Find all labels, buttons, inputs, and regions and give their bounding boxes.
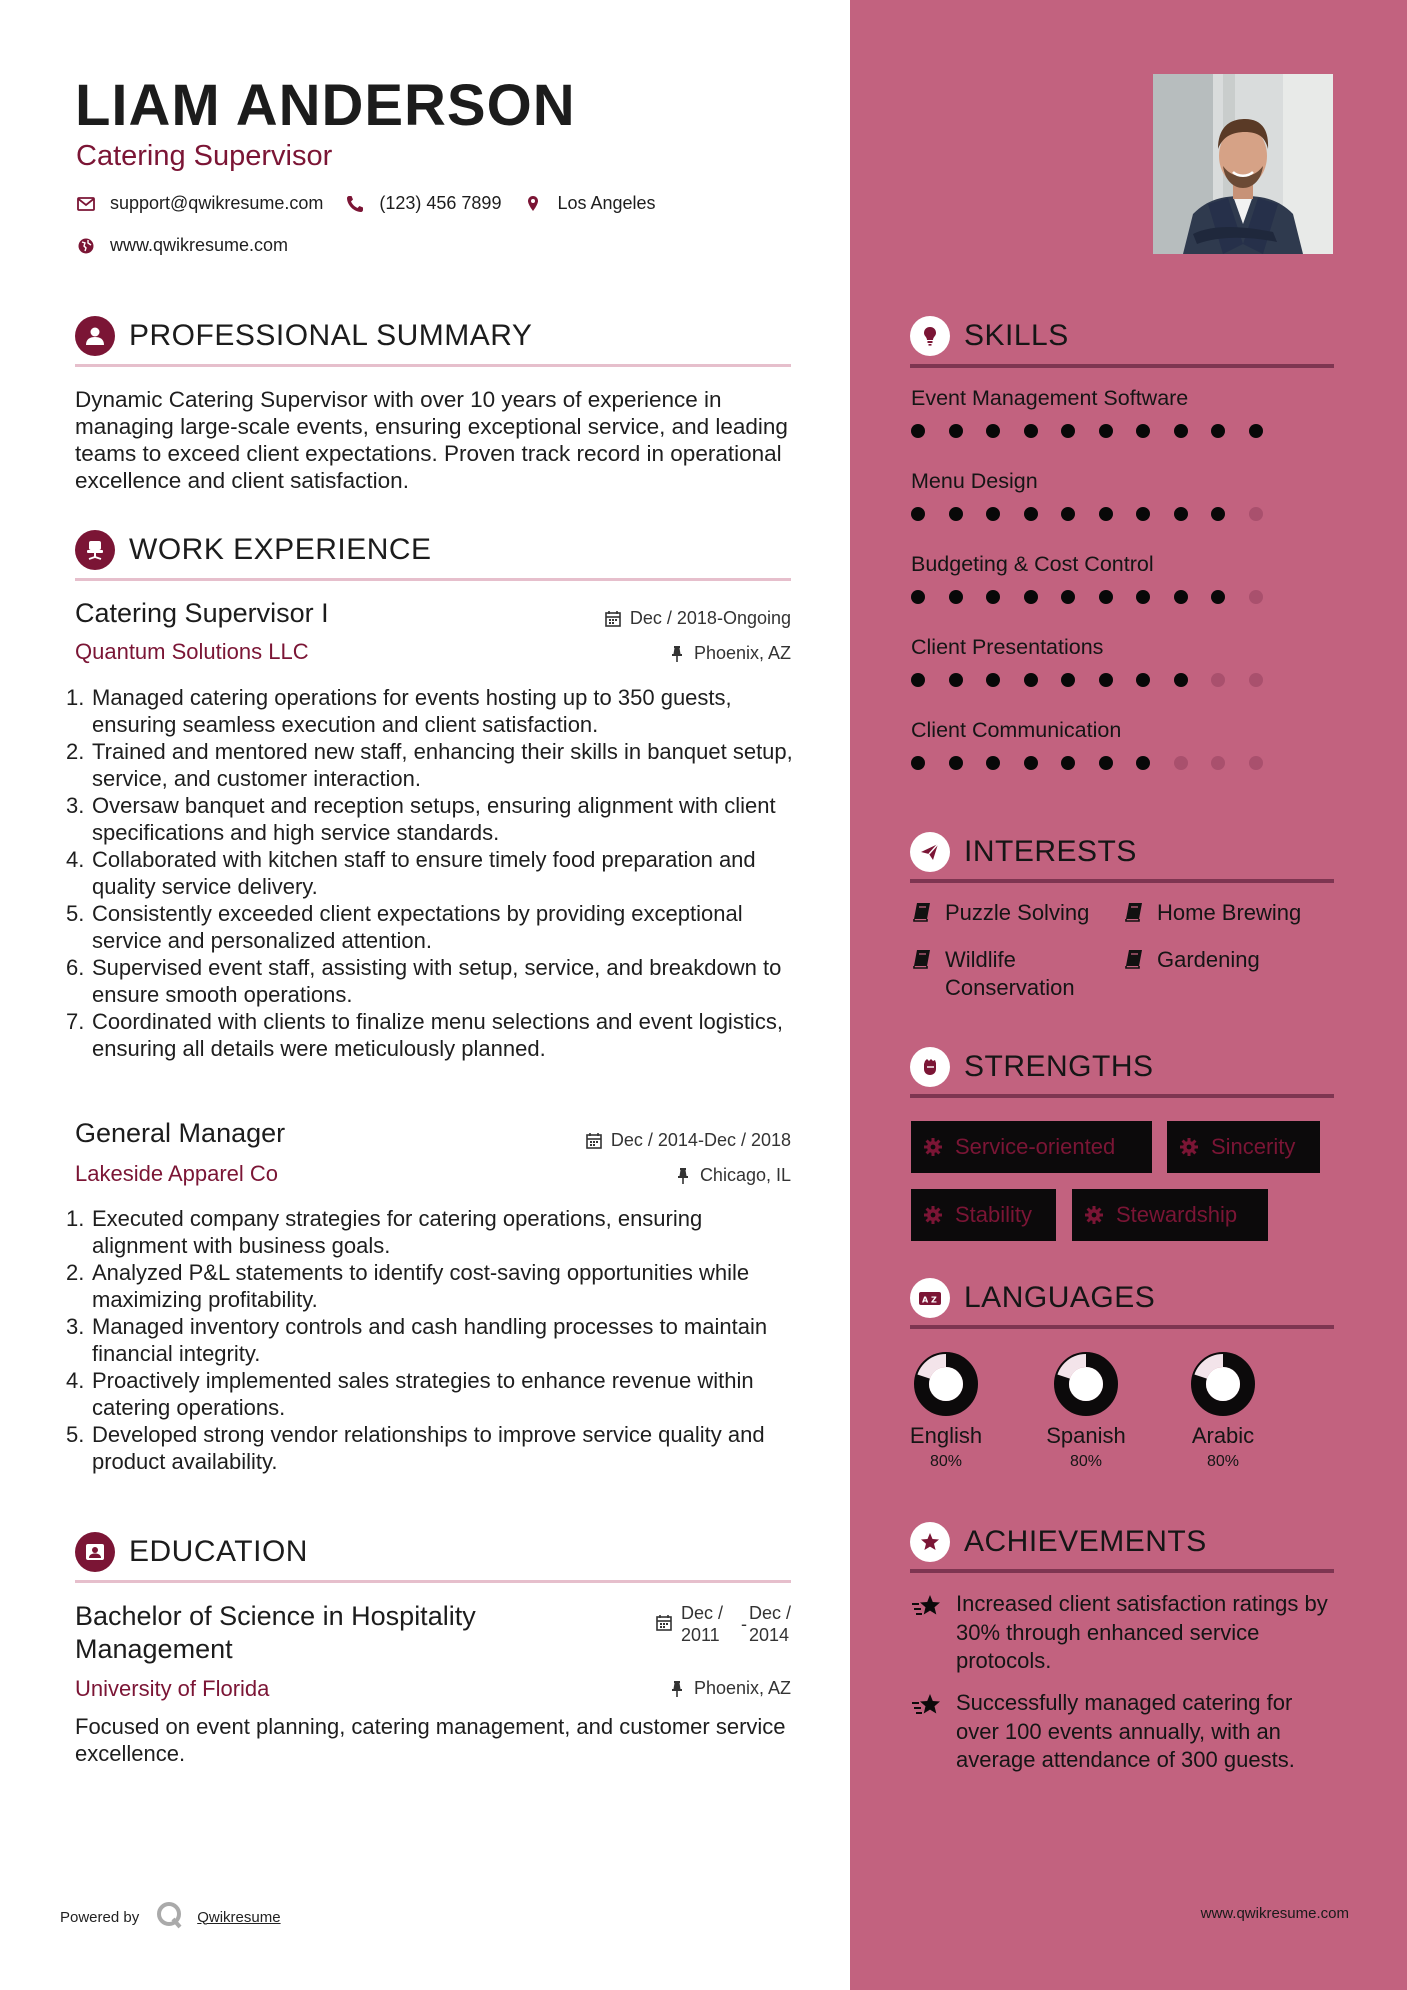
- calendar-icon: [585, 1132, 603, 1150]
- school-name: University of Florida: [75, 1676, 270, 1701]
- interest-label: Gardening: [1157, 947, 1260, 972]
- education-dates: [655, 1602, 791, 1646]
- company-name: Lakeside Apparel Co: [75, 1161, 279, 1186]
- rating-dot-filled: [1136, 590, 1150, 604]
- skill-rating: [911, 673, 1286, 687]
- interest-label: Puzzle Solving: [945, 900, 1090, 925]
- contact-row: [76, 193, 678, 214]
- section-divider: [910, 1094, 1334, 1098]
- phone-number: (123) 456 7899: [379, 193, 502, 213]
- rating-dot-filled: [986, 424, 1000, 438]
- fist-icon: [910, 1047, 950, 1087]
- rating-dot-filled: [1024, 424, 1038, 438]
- job-bullets: [66, 1205, 796, 1475]
- list-item: 4. Proactively implemented sales strategies to enhance revenue within catering operations.: [66, 1367, 796, 1421]
- job-dates: [604, 608, 791, 629]
- pushpin-icon: [668, 645, 686, 663]
- bullet-text: Trained and mentored new staff, enhancing their skills in banquet setup, service, and customer interaction.: [92, 739, 793, 791]
- calendar-icon: [604, 610, 622, 628]
- graduate-icon: [75, 1532, 115, 1572]
- skill-name: Client Communication: [911, 718, 1122, 742]
- book-icon: [1123, 948, 1145, 970]
- rating-dot-filled: [1136, 673, 1150, 687]
- bullet-text: Managed inventory controls and cash handling processes to maintain financial integrity.: [92, 1314, 768, 1366]
- section-divider: [910, 1325, 1334, 1329]
- list-item: 2. Trained and mentored new staff, enhancing their skills in banquet setup, service, and customer interaction.: [66, 738, 796, 792]
- qwikresume-logo-icon: [155, 1900, 185, 1934]
- section-header-languages: [910, 1278, 1155, 1318]
- strength-tag: [1072, 1189, 1268, 1241]
- interest-item: [1123, 946, 1323, 974]
- rating-dot-filled: [1099, 590, 1113, 604]
- rating-dot-filled: [949, 424, 963, 438]
- office-chair-icon: [75, 530, 115, 570]
- section-title: ACHIEVEMENTS: [964, 1525, 1207, 1558]
- rating-dot-filled: [949, 756, 963, 770]
- skill-rating: [911, 590, 1286, 604]
- book-icon: [911, 948, 933, 970]
- language-item: [891, 1351, 1001, 1471]
- skill-name: Client Presentations: [911, 635, 1104, 659]
- language-percent: 80%: [1069, 1453, 1103, 1470]
- contact-row-website: [76, 235, 310, 256]
- skill-name: Menu Design: [911, 469, 1038, 493]
- section-divider: [910, 879, 1334, 883]
- rating-dot-filled: [911, 590, 925, 604]
- end-date: [749, 1602, 791, 1646]
- phone-icon: [345, 194, 365, 214]
- rating-dot-filled: [1211, 507, 1225, 521]
- list-item: 6. Supervised event staff, assisting with setup, service, and breakdown to ensure smooth operations.: [66, 954, 796, 1008]
- list-item: 5. Developed strong vendor relationships to improve service quality and product availability.: [66, 1421, 796, 1475]
- start-date: [681, 1602, 723, 1646]
- website-link[interactable]: www.qwikresume.com: [110, 235, 289, 255]
- section-divider: [910, 1569, 1334, 1573]
- svg-text:A: A: [922, 1295, 929, 1305]
- strength-label: Sincerity: [1211, 1134, 1296, 1159]
- section-divider: [910, 364, 1334, 368]
- list-item: 1. Executed company strategies for catering operations, ensuring alignment with business goals.: [66, 1205, 796, 1259]
- section-title: SKILLS: [964, 319, 1069, 352]
- interest-item: [911, 899, 1111, 927]
- brand-link[interactable]: Qwikresume: [197, 1908, 281, 1926]
- shooting-star-icon: [910, 1691, 944, 1721]
- strength-tag: [911, 1121, 1152, 1173]
- footer-website[interactable]: www.qwikresume.com: [1200, 1905, 1349, 1922]
- rating-dot-filled: [1174, 590, 1188, 604]
- translate-icon: [910, 1278, 950, 1318]
- donut-center: [929, 1367, 963, 1401]
- rating-dot-empty: [1211, 673, 1225, 687]
- achievement-item: [910, 1590, 1340, 1676]
- rating-dot-empty: [1249, 673, 1263, 687]
- rating-dot-filled: [1174, 507, 1188, 521]
- rating-dot-filled: [1136, 424, 1150, 438]
- rating-dot-filled: [911, 673, 925, 687]
- job-dates: [585, 1130, 791, 1151]
- rating-dot-filled: [1211, 424, 1225, 438]
- globe-icon: [76, 236, 96, 256]
- list-item: 1. Managed catering operations for events hosting up to 350 guests, ensuring seamless execution and client satisfaction.: [66, 684, 796, 738]
- bullet-text: Analyzed P&L statements to identify cost-saving opportunities while maximizing profitability.: [92, 1260, 750, 1312]
- rating-dot-filled: [1211, 590, 1225, 604]
- rating-dot-filled: [1099, 424, 1113, 438]
- candidate-title: Catering Supervisor: [76, 140, 333, 172]
- bullet-text: Coordinated with clients to finalize menu selections and event logistics, ensuring all details were meticulously planned.: [92, 1009, 783, 1061]
- bullet-text: Proactively implemented sales strategies to enhance revenue within catering operations.: [92, 1368, 754, 1420]
- degree-line: Management: [75, 1634, 233, 1664]
- email-link[interactable]: support@qwikresume.com: [110, 193, 324, 213]
- section-title: WORK EXPERIENCE: [129, 533, 432, 566]
- skill-name: Event Management Software: [911, 386, 1189, 410]
- skill-rating: [911, 424, 1286, 438]
- section-title: LANGUAGES: [964, 1281, 1156, 1314]
- donut-center: [1206, 1367, 1240, 1401]
- gear-icon: [923, 1137, 943, 1157]
- start-date-year: 2011: [680, 1625, 720, 1645]
- rating-dot-filled: [1174, 424, 1188, 438]
- language-percent: 80%: [929, 1453, 963, 1470]
- powered-by-text: Powered by: [60, 1908, 140, 1926]
- bullet-text: Consistently exceeded client expectations by providing exceptional service and personalized attention.: [92, 901, 743, 953]
- language-percent: 80%: [1206, 1453, 1240, 1470]
- list-item: 7. Coordinated with clients to finalize menu selections and event logistics, ensuring all details were meticulously planned.: [66, 1008, 796, 1062]
- user-icon: [75, 316, 115, 356]
- footer-powered-by: [60, 1900, 281, 1934]
- rating-dot-filled: [986, 673, 1000, 687]
- gear-icon: [923, 1205, 943, 1225]
- profile-photo: [1153, 74, 1333, 254]
- strength-label: Service-oriented: [955, 1134, 1116, 1159]
- achievement-item: [910, 1689, 1340, 1775]
- gear-icon: [1179, 1137, 1199, 1157]
- book-icon: [1123, 901, 1145, 923]
- rating-dot-filled: [1174, 673, 1188, 687]
- language-donut: [1190, 1351, 1256, 1417]
- rating-dot-filled: [1061, 590, 1075, 604]
- rating-dot-filled: [1061, 673, 1075, 687]
- education-location-text: Phoenix, AZ: [693, 1678, 791, 1698]
- language-donut: [1053, 1351, 1119, 1417]
- rating-dot-filled: [1099, 673, 1113, 687]
- rating-dot-empty: [1174, 756, 1188, 770]
- interest-item: [1123, 899, 1343, 927]
- interest-label: Home Brewing: [1157, 900, 1302, 925]
- calendar-icon: [655, 1614, 673, 1632]
- rating-dot-filled: [986, 590, 1000, 604]
- summary-text: Dynamic Catering Supervisor with over 10 years of experience in managing large-scale events, ensuring exceptional service, and leading teams to exceed client expectations. Proven track record in operational excellence and client satisfaction.: [75, 387, 788, 493]
- section-divider: [75, 364, 791, 367]
- rating-dot-filled: [1099, 756, 1113, 770]
- rating-dot-empty: [1249, 507, 1263, 521]
- star-badge-icon: [910, 1522, 950, 1562]
- start-date-month: Dec /: [680, 1603, 723, 1623]
- section-header-summary: [75, 316, 532, 356]
- donut-center: [1069, 1367, 1103, 1401]
- job-dates-text: Dec / 2018-Ongoing: [629, 608, 791, 628]
- job-location-text: Phoenix, AZ: [693, 643, 791, 663]
- paper-plane-icon: [910, 832, 950, 872]
- interest-label: Wildlife Conservation: [945, 947, 1075, 1000]
- strength-label: Stability: [955, 1202, 1033, 1227]
- rating-dot-filled: [911, 424, 925, 438]
- language-name: Spanish: [1046, 1423, 1126, 1448]
- sidebar: [850, 0, 1407, 1990]
- section-header-interests: [910, 832, 1137, 872]
- language-name: Arabic: [1191, 1423, 1255, 1448]
- degree-title: [75, 1600, 476, 1666]
- end-date-month: Dec /: [748, 1603, 791, 1623]
- job-title: Catering Supervisor I: [75, 598, 329, 628]
- section-header-achievements: [910, 1522, 1207, 1562]
- map-marker-icon: [523, 194, 543, 214]
- bullet-text: Developed strong vendor relationships to improve service quality and product availability.: [92, 1422, 765, 1474]
- rating-dot-filled: [1024, 756, 1038, 770]
- envelope-icon: [76, 194, 96, 214]
- skill-rating: [911, 756, 1286, 770]
- rating-dot-filled: [1099, 507, 1113, 521]
- section-header-strengths: [910, 1047, 1154, 1087]
- rating-dot-filled: [1061, 424, 1075, 438]
- rating-dot-filled: [1061, 756, 1075, 770]
- section-divider: [75, 578, 791, 581]
- gear-icon: [1084, 1205, 1104, 1225]
- rating-dot-empty: [1249, 590, 1263, 604]
- education-location: [668, 1678, 791, 1699]
- degree-line: Bachelor of Science in Hospitality: [75, 1601, 476, 1631]
- strength-tag: [911, 1189, 1056, 1241]
- education-text: Focused on event planning, catering management, and customer service excellence.: [75, 1714, 786, 1766]
- rating-dot-filled: [911, 507, 925, 521]
- language-item: [1168, 1351, 1278, 1471]
- achievement-text: Increased client satisfaction ratings by 30% through enhanced service protocols.: [956, 1591, 1328, 1673]
- job-location: [668, 643, 791, 664]
- list-item: 2. Analyzed P&L statements to identify cost-saving opportunities while maximizing profitability.: [66, 1259, 796, 1313]
- achievement-text: Successfully managed catering for over 100 events annually, with an average attendance of 300 guests.: [956, 1690, 1295, 1772]
- bullet-text: Managed catering operations for events hosting up to 350 guests, ensuring seamless execution and client satisfaction.: [92, 685, 732, 737]
- language-item: [1031, 1351, 1141, 1471]
- lightbulb-icon: [910, 316, 950, 356]
- rating-dot-filled: [1136, 756, 1150, 770]
- section-divider: [75, 1580, 791, 1583]
- rating-dot-filled: [1136, 507, 1150, 521]
- pushpin-icon: [668, 1680, 686, 1698]
- language-name: English: [909, 1423, 983, 1448]
- job-location: [674, 1165, 791, 1186]
- pushpin-icon: [674, 1167, 692, 1185]
- company-name: Quantum Solutions LLC: [75, 639, 309, 664]
- rating-dot-empty: [1211, 756, 1225, 770]
- rating-dot-filled: [949, 590, 963, 604]
- rating-dot-filled: [1024, 507, 1038, 521]
- location-text: Los Angeles: [557, 193, 656, 213]
- section-title: INTERESTS: [964, 835, 1137, 868]
- section-header-skills: [910, 316, 1069, 356]
- rating-dot-filled: [949, 507, 963, 521]
- skill-rating: [911, 507, 1286, 521]
- job-title: General Manager: [75, 1118, 286, 1148]
- rating-dot-filled: [949, 673, 963, 687]
- section-title: STRENGTHS: [964, 1050, 1154, 1083]
- language-donut: [913, 1351, 979, 1417]
- rating-dot-filled: [1249, 424, 1263, 438]
- skill-name: Budgeting & Cost Control: [911, 552, 1154, 576]
- section-header-education: [75, 1532, 308, 1572]
- interest-item: [911, 946, 1101, 1002]
- candidate-name: LIAM ANDERSON: [75, 73, 576, 138]
- rating-dot-empty: [1249, 756, 1263, 770]
- rating-dot-filled: [1024, 590, 1038, 604]
- date-separator: -: [740, 1614, 747, 1634]
- section-title: PROFESSIONAL SUMMARY: [129, 319, 533, 352]
- svg-text:Z: Z: [931, 1295, 937, 1305]
- shooting-star-icon: [910, 1592, 944, 1622]
- bullet-text: Collaborated with kitchen staff to ensure timely food preparation and quality service delivery.: [92, 847, 756, 899]
- list-item: 3. Oversaw banquet and reception setups, ensuring alignment with client specifications and high service standards.: [66, 792, 796, 846]
- bullet-text: Oversaw banquet and reception setups, ensuring alignment with client specifications and high service standards.: [92, 793, 776, 845]
- strength-label: Stewardship: [1116, 1202, 1238, 1227]
- rating-dot-filled: [911, 756, 925, 770]
- list-item: 4. Collaborated with kitchen staff to ensure timely food preparation and quality service delivery.: [66, 846, 796, 900]
- rating-dot-filled: [986, 507, 1000, 521]
- list-item: 3. Managed inventory controls and cash handling processes to maintain financial integrity.: [66, 1313, 796, 1367]
- bullet-text: Supervised event staff, assisting with setup, service, and breakdown to ensure smooth operations.: [92, 955, 782, 1007]
- section-header-experience: [75, 530, 432, 570]
- strength-tag: [1167, 1121, 1320, 1173]
- list-item: 5. Consistently exceeded client expectations by providing exceptional service and personalized attention.: [66, 900, 796, 954]
- rating-dot-filled: [1024, 673, 1038, 687]
- rating-dot-filled: [1061, 507, 1075, 521]
- bullet-text: Executed company strategies for catering operations, ensuring alignment with business goals.: [92, 1206, 703, 1258]
- job-dates-text: Dec / 2014-Dec / 2018: [610, 1130, 791, 1150]
- rating-dot-filled: [986, 756, 1000, 770]
- end-date-year: 2014: [748, 1625, 790, 1645]
- section-title: EDUCATION: [129, 1535, 308, 1568]
- book-icon: [911, 901, 933, 923]
- job-bullets: [66, 684, 796, 1062]
- job-location-text: Chicago, IL: [699, 1165, 791, 1185]
